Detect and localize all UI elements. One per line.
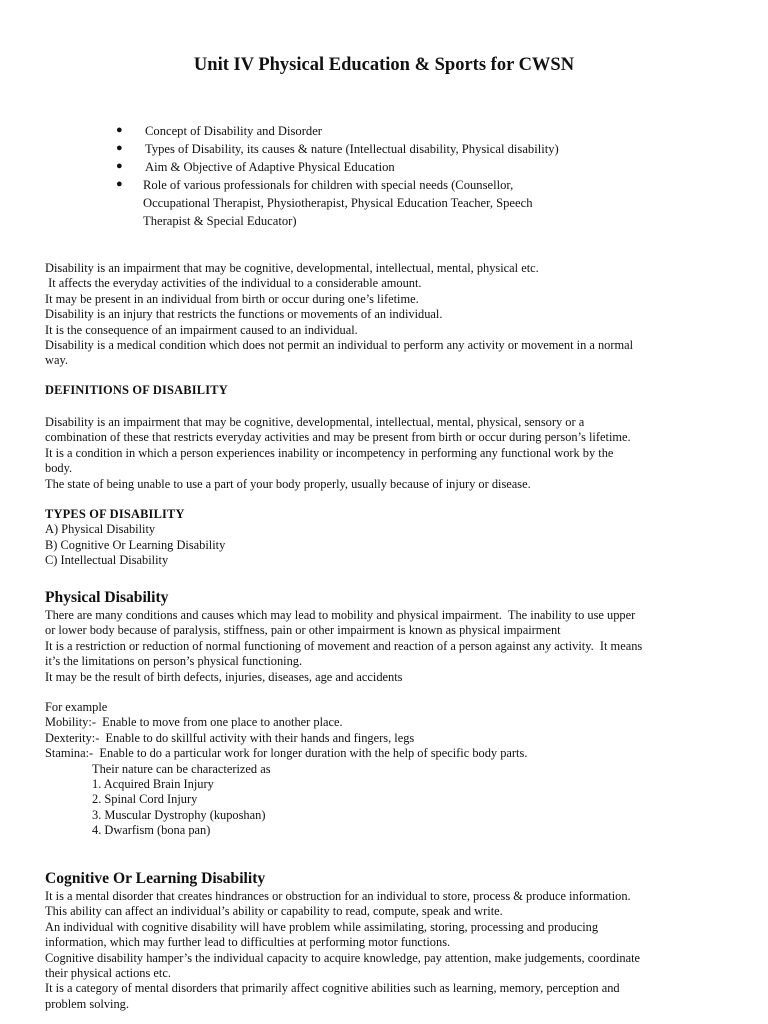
list-item: 1. Acquired Brain Injury [92,777,214,791]
text-line: There are many conditions and causes which may lead to mobility and physical impairment. The inability to use upper [45,608,636,622]
text-line: Cognitive disability hamper’s the individual capacity to acquire knowledge, pay attention, make judgements, coordinate [45,950,641,965]
list-item: Aim & Objective of Adaptive Physical Education [145,160,395,174]
page-title: Unit IV Physical Education & Sports for CWSN [193,55,575,75]
bullet-dot: ● [116,124,123,136]
text-line: A) Physical Disability [45,522,156,537]
definitions-heading: DEFINITIONS OF DISABILITY [45,383,228,397]
text-line: Disability is an impairment that may be cognitive, developmental, intellectual, mental, physical, sensory or a [45,415,585,429]
text-line: It is a condition in which a person experiences inability or incompetency in performing any functional work by the [45,445,614,460]
text-line: For example [45,700,108,714]
bullet-dot: ● [116,178,123,190]
text-line: It is a mental disorder that creates hindrances or obstruction for an individual to store, process & produce information. [45,889,631,903]
list-item: 4. Dwarfism (bona pan) [92,823,211,838]
text-line: It may be the result of birth defects, injuries, diseases, age and accidents [45,669,403,684]
cognitive-disability-heading: Cognitive Or Learning Disability [45,870,266,887]
bullet-dot: ● [116,160,123,172]
text-line: it’s the limitations on person’s physical functioning. [45,654,303,669]
list-item: 2. Spinal Cord Injury [92,792,198,807]
list-item: Types of Disability, its causes & nature (Intellectual disability, Physical disability) [145,142,559,156]
text-line: An individual with cognitive disability will have problem while assimilating, storing, processing and producing [45,919,599,934]
text-line: Disability is an injury that restricts the functions or movements of an individual. [45,307,443,322]
list-item-continuation: Therapist & Special Educator) [143,214,297,228]
text-line: Their nature can be characterized as [92,761,271,776]
text-line: Disability is an impairment that may be cognitive, developmental, intellectual, mental, physical etc. [45,261,539,275]
text-line: or lower body because of paralysis, stiffness, pain or other impairment is known as physical impairment [45,623,561,638]
list-item: Concept of Disability and Disorder [145,124,322,138]
text-line: Dexterity:- Enable to do skillful activity with their hands and fingers, legs [45,730,415,745]
list-item: Role of various professionals for children with special needs (Counsellor, [143,178,514,192]
text-line: their physical actions etc. [45,966,171,980]
text-line: way. [45,353,68,368]
text-line: body. [45,461,73,476]
text-line: Stamina:- Enable to do a particular work for longer duration with the help of specific body parts. [45,746,528,761]
types-heading: TYPES OF DISABILITY [45,507,185,521]
text-line: Mobility:- Enable to move from one place to another place. [45,715,343,730]
list-item: 3. Muscular Dystrophy (kuposhan) [92,807,266,822]
text-line: Disability is a medical condition which does not permit an individual to perform any activity or movement in a normal [45,338,634,352]
text-line: This ability can affect an individual’s ability or capability to read, compute, speak and write. [45,904,503,919]
text-line: It is a category of mental disorders that primarily affect cognitive abilities such as learning, memory, perception and [45,981,620,996]
text-line: C) Intellectual Disability [45,553,169,568]
bullet-dot: ● [116,142,123,154]
text-line: It is the consequence of an impairment caused to an individual. [45,322,358,337]
text-line: B) Cognitive Or Learning Disability [45,537,226,552]
text-line: It may be present in an individual from birth or occur during one’s lifetime. [45,291,419,306]
physical-disability-heading: Physical Disability [45,589,169,606]
text-line: It affects the everyday activities of the individual to a considerable amount. [45,276,422,291]
text-line: It is a restriction or reduction of normal functioning of movement and reaction of a person against any activity. It means [45,638,643,653]
text-line: problem solving. [45,996,129,1011]
text-line: The state of being unable to use a part of your body properly, usually because of injury or disease. [45,476,531,491]
text-line: combination of these that restricts everyday activities and may be present from birth or occur during person’s lifetime. [45,430,631,445]
list-item-continuation: Occupational Therapist, Physiotherapist, Physical Education Teacher, Speech [143,196,533,210]
text-line: information, which may further lead to difficulties at performing motor functions. [45,935,451,950]
